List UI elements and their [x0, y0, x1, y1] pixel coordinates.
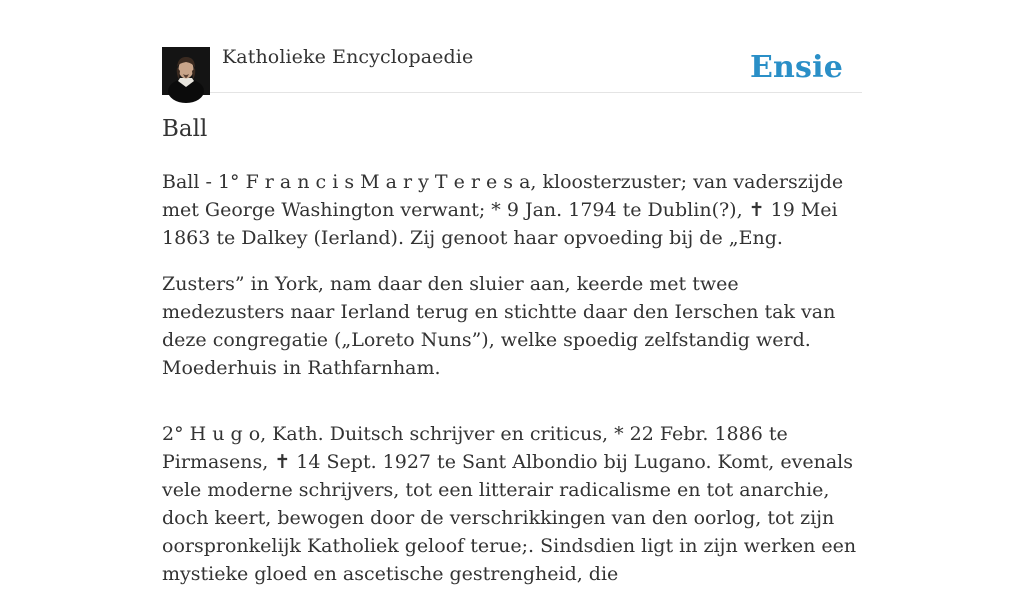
- article-title: Ball: [162, 116, 208, 142]
- page: [162, 0, 862, 585]
- article-paragraph: Zusters” in York, nam daar den sluier aan, keerde met twee medezusters naar Ierland terug en stichtte daar den Ierschen tak van deze congregatie („Loreto Nuns”), welke spoedig zelfstandig werd. Moederhuis in Rathfarnham.: [162, 273, 836, 379]
- source-title[interactable]: Katholieke Encyclopaedie: [222, 46, 474, 68]
- brand-logo[interactable]: Ensie: [749, 50, 843, 85]
- article-paragraph: 2° H u g o, Kath. Duitsch schrijver en criticus, * 22 Febr. 1886 te Pirmasens, ✝ 14 Sept. 1927 te Sant Albondio bij Lugano. Komt, evenals vele moderne schrijvers, tot een litterair radicalisme en tot anarchie, doch keert, bewogen door de verschrikkingen van den oorlog, tot zijn oorspronkelijk Katholiek geloof terue;. Sindsdien ligt in zijn werken een mystieke gloed en ascetische gestrengheid, die: [162, 423, 857, 585]
- article-paragraph: Ball - 1° F r a n c i s M a r y T e r e s a, kloosterzuster; van vaderszijde met George Washington verwant; * 9 Jan. 1794 te Dublin(?), ✝ 19 Mei 1863 te Dalkey (Ierland). Zij genoot haar opvoeding bij de „Eng.: [162, 171, 844, 249]
- header: [162, 0, 862, 93]
- article-body: [162, 168, 862, 606]
- portrait-avatar-icon[interactable]: [162, 47, 210, 95]
